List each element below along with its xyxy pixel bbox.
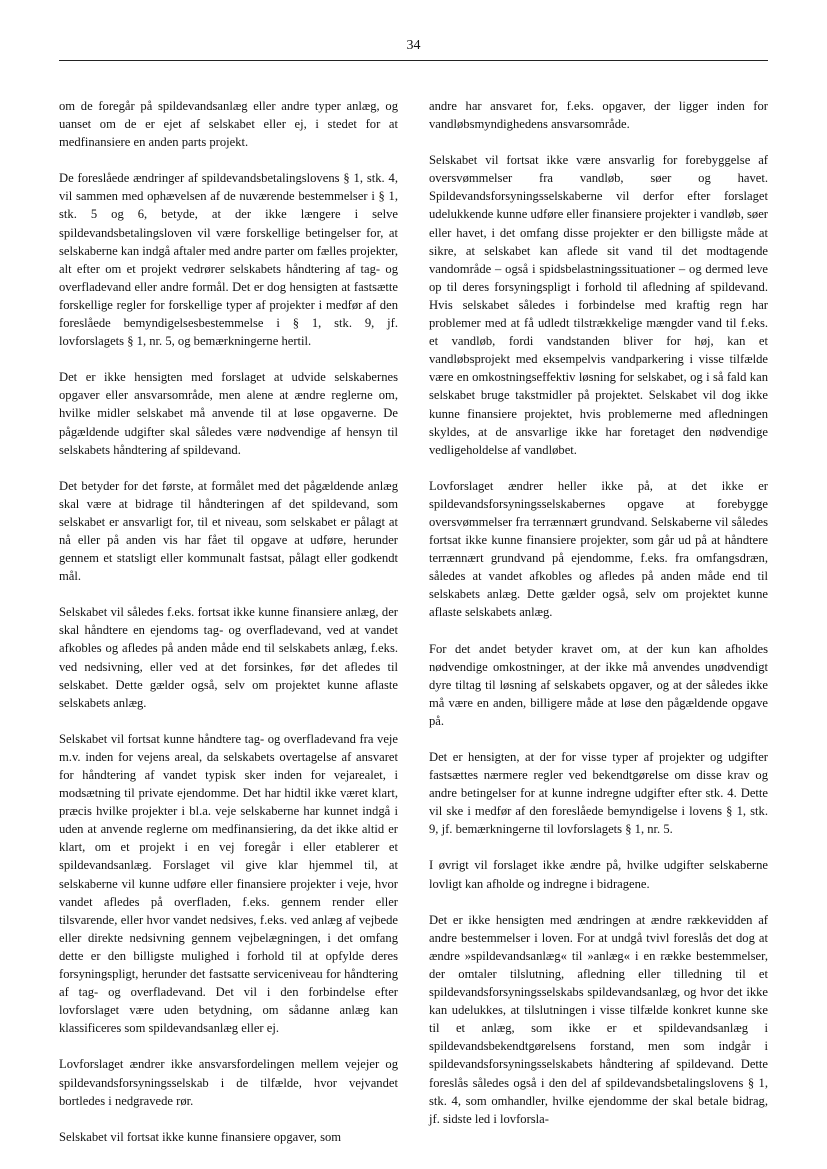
paragraph: andre har ansvaret for, f.eks. opgaver, der ligger inden for vandløbsmyndighedens ansvarsområde. xyxy=(429,99,768,132)
paragraph: Det er ikke hensigten med ændringen at ændre rækkevidden af andre bestemmelser i loven. For at undgå tvivl foreslås det dog at ændre »spildevandsanlæg« til »anlæg« i en række bestemmelser, der omtaler tilslutning, afledning eller tilledning til et spildevandsforsyningsselskabs spildevandsanlæg, og hvor det ikke kan udelukkes, at tilslutningen i visse tilfælde konkret kunne ske til et anlæg, som ikke er et spildevandsanlæg i spildevandsbekendtgørelsens forstand, men som indgår i spildevandsforsyningsselskabets håndtering af spildevand. Dette foreslås således også i den del af spildevandsbetalingslovens § 1, stk. 4, som omhandler, hvilke ejendomme der skal betale bidrag, jf. sidste led i lovforsla- xyxy=(429,912,768,1126)
paragraph: De foreslåede ændringer af spildevandsbetalingslovens § 1, stk. 4, vil sammen med ophævelsen af de nuværende bestemmelser i § 1, stk. 5 og 6, betyde, at der ikke længere i selve spildevandsbetalingsloven vil være forskellige betingelser for, at selskaberne kan indgå aftaler med andre parter om fælles projekter, alt efter om et projekt vedrører selskabets håndtering af tag- og overfladevand eller andre formål. Det er dog hensigten at fastsætte forskellige regler for forskellige typer af projekter i medfør af den foreslåede bemyndigelsesbestemmelse i § 1, stk. 9, jf. lovforslagets § 1, nr. 5, og bemærkningerne hertil. xyxy=(59,171,398,349)
paragraph: Lovforslaget ændrer heller ikke på, at det ikke er spildevandsforsyningsselskabernes opgave at forebygge oversvømmelser fra terrænnært grundvand. Selskaberne vil således fortsat ikke kunne finansiere projekter, som går ud på at håndtere terrænnært grundvand på ejendomme, f.eks. fra omfangsdræn, således at vandet afkobles og afledes på anden måde end til selskabets anlæg. Dette gælder også, selv om projektet kunne aflaste selskabets anlæg. xyxy=(429,478,768,620)
header-rule xyxy=(59,60,768,61)
paragraph: Lovforslaget ændrer ikke ansvarsfordelingen mellem vejejer og spildevandsforsyningsselskab i de tilfælde, hvor vejvandet bortledes i nedgravede rør. xyxy=(59,1057,398,1108)
paragraph: Det er ikke hensigten med forslaget at udvide selskabernes opgaver eller ansvarsområde, men alene at ændre reglerne om, hvilke midler selskabet må anvende til at løse opgaverne. De pågældende udgifter skal således være nødvendige af hensyn til selskabets håndtering af spildevand. xyxy=(59,370,398,457)
page-number: 34 xyxy=(406,38,421,53)
paragraph: om de foregår på spildevandsanlæg eller andre typer anlæg, og uanset om de er ejet af selskabet eller ej, i stedet for at medfinansiere en anden parts projekt. xyxy=(59,99,398,150)
paragraph: For det andet betyder kravet om, at der kun kan afholdes nødvendige omkostninger, at der ikke må anvendes unødvendigt dyre tiltag til løsning af selskabets opgaver, og at der således ikke må være en anden, billigere måde at løse den pågældende opgave på. xyxy=(429,641,768,728)
paragraph: Selskabet vil således f.eks. fortsat ikke kunne finansiere anlæg, der skal håndtere en ejendoms tag- og overfladevand, ved at vandet afkobles og afledes på anden måde end til selskabets anlæg, f.eks. ved nedsivning, eller ved at det forsinkes, før det afledes til selskabet. Dette gælder også, selv om projektet kunne aflaste selskabets anlæg. xyxy=(59,605,398,710)
paragraph: Selskabet vil fortsat kunne håndtere tag- og overfladevand fra veje m.v. inden for vejens areal, da selskabets overtagelse af ansvaret for håndtering af vandet typisk sker inden for vejarealet, i modsætning til private ejendomme. Det har hidtil ikke været klart, præcis hvilke projekter i bl.a. veje selskaberne har kunnet indgå i uden at anvende reglerne om medfinansiering, da det ikke altid er klart, om et projekt i en vej foregår i eller etablerer et spildevandsanlæg. Forslaget vil give klar hjemmel til, at selskaberne vil kunne udføre eller finansiere projekter i veje, hvor vandet afledes på overfladen, f.eks. gennem render eller tilsvarende, eller hvor vandet nedsives, f.eks. ved anlæg af vejbede eller direkte nedsivning gennem vejbelægningen, i det omfang dette er den billigste mulighed i forhold til at opfylde deres forsyningspligt, herunder det fastsatte serviceniveau for håndtering af tag- og overfladevand. Det vil i den forbindelse efter lovforslaget være uden betydning, om sådanne anlæg kan klassificeres som spildevandsanlæg eller ej. xyxy=(59,731,398,1036)
right-column xyxy=(429,97,768,1146)
paragraph: I øvrigt vil forslaget ikke ændre på, hvilke udgifter selskaberne lovligt kan afholde og indregne i bidragene. xyxy=(429,858,768,891)
paragraph: Det betyder for det første, at formålet med det pågældende anlæg skal være at bidrage til håndteringen af det spildevand, som selskabet er ansvarligt for, til et niveau, som selskabet er pålagt at nå eller på anden vis har fået til opgave at udføre, herunder gennem et statsligt eller kommunalt fastsat, pålagt eller godkendt mål. xyxy=(59,478,398,584)
paragraph: Selskabet vil fortsat ikke være ansvarlig for forebyggelse af oversvømmelser fra vandløb, søer og havet. Spildevandsforsyningsselskaberne vil derfor efter forslaget udelukkende kunne udføre eller finansiere projekter i vandløb, søer eller havet, i det omfang disse projekter er den billigste måde at sikre, at selskabet kan aflede sit vand til det modtagende vandområde – også i spidsbelastningssituationer – og dermed leve op til deres forsyningspligt i forhold til afledning af spildevand. Hvis selskabet således i forbindelse med kraftig regn har problemer med at få udledt tilstrækkelige mængder vand til f.eks. et vandløb, fordi vandstanden bliver for høj, kan et vandløbsprojekt med eksempelvis vandparkering i visse tilfælde være en omkostningseffektiv løsning for selskabet, og i så fald kan selskabet bruge takstmidler på projektet. Selskabet vil dog ikke kunne finansiere projektet, hvis problemerne med afledningen skyldes, at de ansvarlige ikke har foretaget den nødvendige vedligeholdelse af vandløbet. xyxy=(429,153,768,457)
paragraph: Det er hensigten, at der for visse typer af projekter og udgifter fastsættes nærmere regler ved bekendtgørelse om disse krav og andre betingelser for at kunne indregne udgifter efter stk. 4. Dette vil ske i medfør af den foreslåede bemyndigelse i lovens § 1, stk. 9, jf. bemærkningerne til lovforslagets § 1, nr. 5. xyxy=(429,750,768,837)
left-column xyxy=(59,97,398,1164)
paragraph: Selskabet vil fortsat ikke kunne finansiere opgaver, som xyxy=(59,1129,342,1144)
